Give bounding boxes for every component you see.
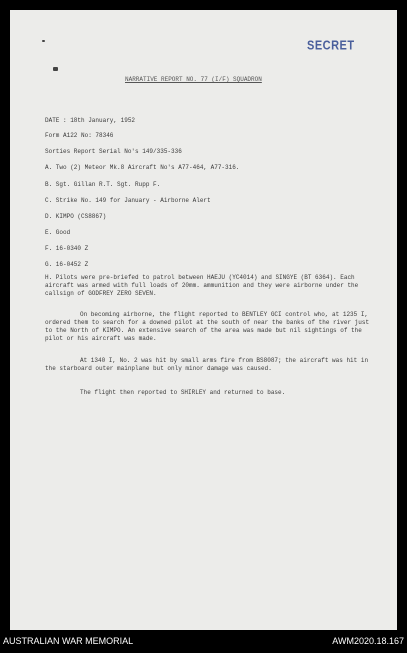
field-g-landing: G. 16-0452 Z [45, 261, 89, 268]
field-form: Form A122 No: 78346 [45, 132, 114, 139]
report-title: NARRATIVE REPORT NO. 77 (I/F) SQUADRON [125, 76, 262, 83]
field-e-weather: E. Good [45, 229, 71, 236]
footer-accession-number: AWM2020.18.167 [332, 636, 404, 646]
paper-speck [42, 40, 45, 42]
field-c-strike: C. Strike No. 149 for January - Airborne Alert [45, 197, 211, 204]
paragraph-return: The flight then reported to SHIRLEY and returned to base. [80, 389, 286, 396]
field-b-pilots: B. Sgt. Gillan R.T. Sgt. Rupp F. [45, 181, 161, 188]
paragraph-damage: At 1340 I, No. 2 was hit by small arms fire from BS8087; the aircraft was hit in the starboard outer mainplane but only minor damage was caused. [45, 357, 369, 372]
paper-speck [53, 67, 58, 71]
paragraph-search: On becoming airborne, the flight reported to BENTLEY GCI control who, at 1235 I, ordered them to search for a downed pilot at the south of near the banks of the river just to the North of KIMPO. An extensive search of the area was made but nil sightings of the pilot or his aircraft was made. [45, 311, 370, 342]
field-a-aircraft: A. Two (2) Meteor Mk.8 Aircraft No's A77-464, A77-316. [45, 164, 240, 171]
paragraph-h-briefing: H. Pilots were pre-briefed to patrol between HAEJU (YC4014) and SINGYE (BT 6364). Each aircraft was armed with full loads of 20mm. ammunition and they were airborne under the callsign of GODFREY ZERO SEVEN. [45, 274, 359, 297]
field-sorties: Sorties Report Serial No's 149/335-336 [45, 148, 182, 155]
field-date: DATE : 18th January, 1952 [45, 117, 136, 124]
field-f-takeoff: F. 16-0340 Z [45, 245, 89, 252]
field-d-base: D. KIMPO (CS8867) [45, 213, 107, 220]
footer-institution: AUSTRALIAN WAR MEMORIAL [3, 636, 134, 646]
secret-stamp: SECRET [307, 39, 355, 53]
footer-bar [0, 630, 407, 653]
